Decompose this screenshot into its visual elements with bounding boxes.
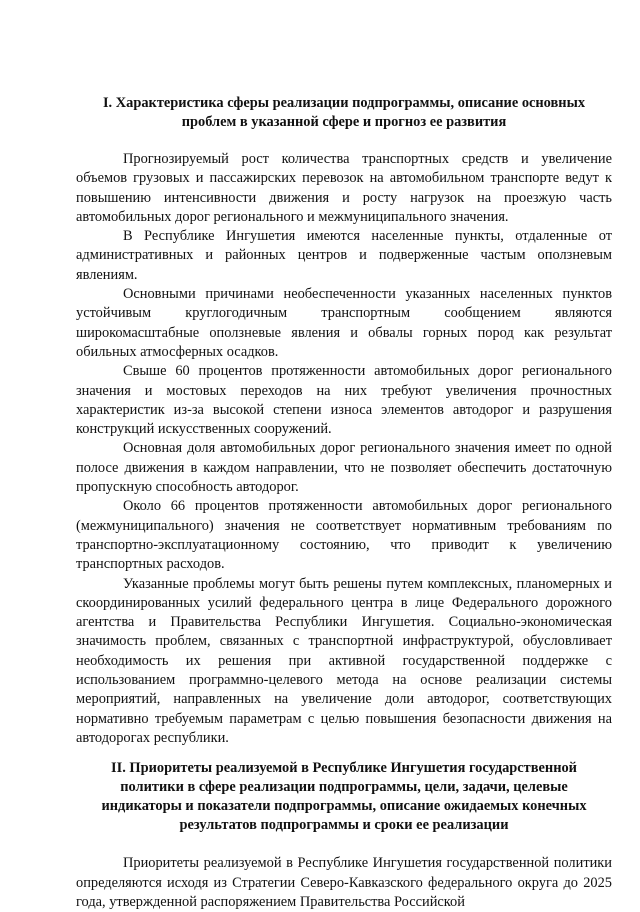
heading-line: индикаторы и показатели подпрограммы, описание ожидаемых конечных [101, 798, 587, 815]
heading-line: результатов подпрограммы и сроки ее реализации [179, 817, 509, 834]
heading-line: политики в сфере реализации подпрограммы, цели, задачи, целевые [120, 779, 568, 796]
section-1-body [76, 150, 612, 748]
paragraph: Около 66 процентов протяженности автомобильных дорог регионального (межмуниципального) значения не соответствует нормативным требованиям по транспортно-эксплуатационному состоянию, что приводит к увеличению транспортных расходов. [76, 498, 612, 573]
section-1-heading [76, 94, 612, 132]
paragraph: Приоритеты реализуемой в Республике Ингушетия государственной политики определяются исходя из Стратегии Северо-Кавказского федерального округа до 2025 года, утвержденной распоряжением Правительства Российской [76, 855, 612, 910]
section-2-body [76, 854, 612, 912]
paragraph: Основная доля автомобильных дорог регионального значения имеет по одной полосе движения в каждом направлении, что не позволяет обеспечить достаточную пропускную способность автодорог. [76, 440, 612, 496]
heading-line: I. Характеристика сферы реализации подпрограммы, описание основных [102, 95, 586, 111]
paragraph: Указанные проблемы могут быть решены путем комплексных, планомерных и скоординированных усилий федерального центра в лице Федерального дорожного агентства и Правительства Республики Ингушетия. Социально-экономическая значимость проблем, связанных с транспортной инфраструктурой, обусловливает необходимость их решения при активной государственной поддержке с использованием программно-целевого метода на основе реализации системы мероприятий, направленных на увеличение доли автодорог, соответствующих нормативно требуемым параметрам с целью повышения безопасности движения на автодорогах республики. [76, 575, 612, 746]
paragraph: Свыше 60 процентов протяженности автомобильных дорог регионального значения и мостовых переходов на них требуют увеличения прочностных характеристик из-за высокой степени износа элементов автодорог и разрушения конструкций искусственных сооружений. [76, 363, 612, 438]
document-page [76, 94, 612, 912]
paragraph: Основными причинами необеспеченности указанных населенных пунктов устойчивым круглогодичным транспортным сообщением являются широкомасштабные оползневые явления и обвалы горных пород как результат обильных атмосферных осадков. [76, 286, 612, 360]
paragraph: Прогнозируемый рост количества транспортных средств и увеличение объемов грузовых и пассажирских перевозок на автомобильном транспорте ведут к повышению интенсивности движения и росту нагрузок на проезжую часть автомобильных дорог регионального и межмуниципального значения. [76, 151, 612, 225]
section-2-heading-wrap [76, 759, 612, 835]
section-2-heading [76, 759, 612, 835]
paragraph: В Республике Ингушетия имеются населенные пункты, отдаленные от административных и районных центров и подверженные частым оползневым явлениям. [76, 228, 612, 283]
heading-line: проблем в указанной сфере и прогноз ее развития [181, 114, 507, 130]
heading-line: II. Приоритеты реализуемой в Республике Ингушетия государственной [111, 760, 577, 777]
